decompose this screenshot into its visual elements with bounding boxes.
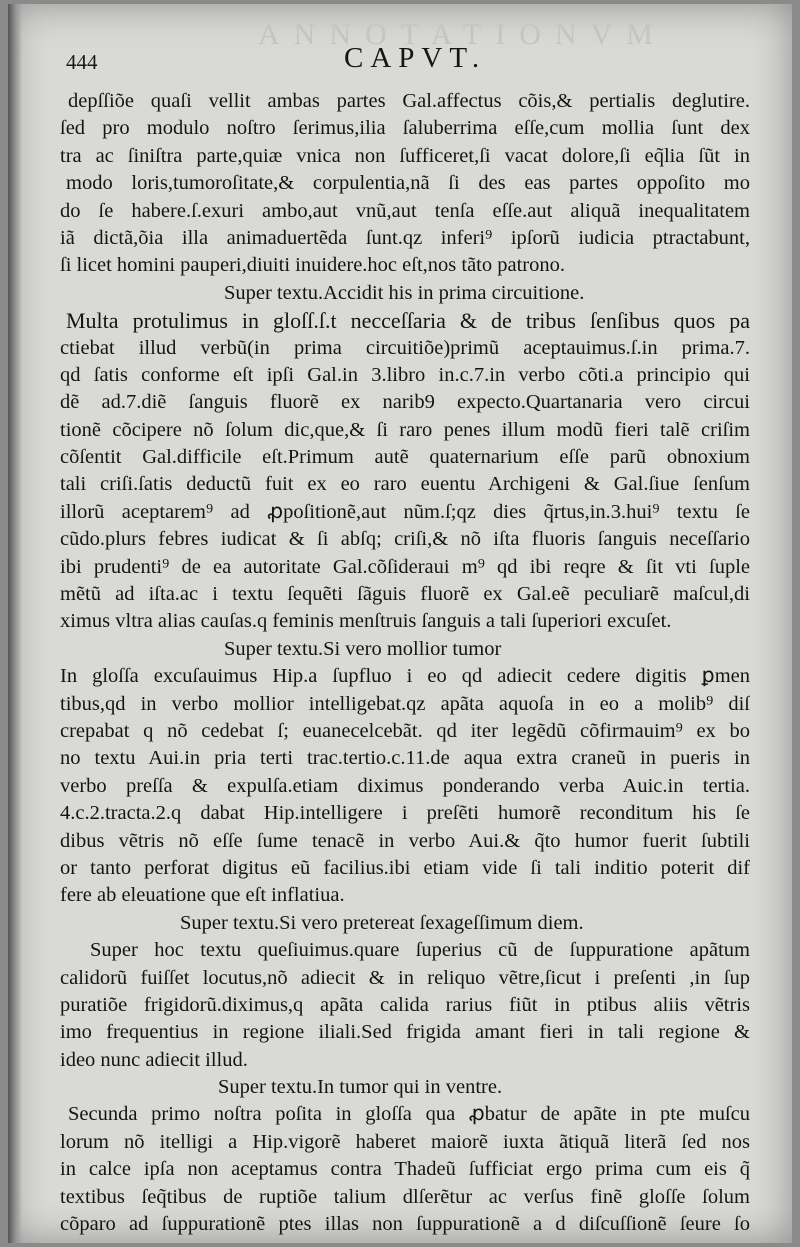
text-line: ſi licet homini pauperi,diuiti inuidere.hoc eſt,nos tãto patrono.: [60, 254, 565, 277]
text-line: qd ſatis conforme eſt ipſi Gal.in 3.libro in.c.7.in verbo cõti.a principio qui: [60, 363, 750, 386]
bleed-through-text: ANNOTATIONVM: [258, 18, 667, 51]
page-number: 444: [66, 50, 98, 74]
text-line: verbo preſſa & expulſa.etiam diximus ponderando verba Auic.in tertia.: [60, 774, 750, 797]
text-line: textibus ſeq̃tibus de ruptiõe talium dlſerẽtur ac verſus finẽ gloſſe ſolum: [60, 1185, 750, 1208]
text-line: dẽ ad.7.diẽ ſanguis fluorẽ ex narib9 expecto.Quartanaria vero circui: [60, 391, 750, 414]
text-line: cũdo.plurs febres iudicat & ſi abſq; criſi,& nõ iſta fluoris ſanguis neceſſario: [60, 528, 750, 551]
text-line: Secunda primo noſtra poſita in gloſſa qua ꝓbatur de apãte in pte muſcu: [68, 1103, 750, 1126]
page-header: [8, 42, 792, 82]
text-line: lorum nõ itelligi a Hip.vigorẽ haberet maiorẽ iuxta ãtiquã literã ſed nos: [60, 1130, 750, 1153]
text-line: cõparo ad ſuppurationẽ ptes illas non ſuppurationẽ a d diſcuſſionẽ ſeure ſo: [60, 1213, 750, 1236]
text-line: modo loris,tumoroſitate,& corpulentia,nã ſi des eas partes oppoſito mo: [66, 172, 750, 195]
text-line: fere ab eleuatione que eſt inflatiua.: [60, 884, 345, 907]
text-line: tibus,qd in verbo mollior intelligebat.qz apãta aquoſa in eo a molib⁹ diſ: [60, 692, 750, 715]
text-line: In gloſſa excuſauimus Hip.a ſupfluo i eo qd adiecit cedere digitis ꝑmen: [60, 665, 750, 688]
section-heading: Super textu.In tumor qui in ventre.: [218, 1076, 503, 1099]
text-line: ſed pro modulo noſtro ſerimus,ilia ſaluberrima eſſe,cum mollia ſunt dex: [60, 117, 750, 140]
book-page: [8, 4, 792, 1243]
text-line: no textu Aui.in pria terti trac.tertio.c.11.de aqua extra craneũ in pueris in: [60, 747, 750, 770]
running-title: CAPVT.: [344, 42, 487, 74]
text-line: crepabat q nõ cedebat ſ; euanecelcebãt. qd iter legẽdũ cõfirmauim⁹ ex bo: [60, 719, 750, 742]
text-line: ideo nunc adiecit illud.: [60, 1048, 248, 1071]
text-line: illorũ aceptarem⁹ ad ꝓpoſitionẽ,aut nũm.ſ;qz dies q̃rtus,in.3.hui⁹ textu ſe: [60, 500, 750, 523]
text-line: dibus vẽtris nõ eſſe ſume tenacẽ in verbo Aui.& q̃to humor fuerit ſubtili: [60, 829, 750, 852]
text-line: ctiebat illud verbũ(in prima circuitiõe)primũ aceptauimus.ſ.in prima.7.: [60, 336, 750, 359]
page-spine-shadow: [8, 4, 22, 1243]
text-line: calidorũ fuiſſet locutus,nõ adiecit & in reliquo vẽtre,ſicut i preſenti ,in ſup: [60, 966, 750, 989]
section-heading: Super textu.Accidit his in prima circuitione.: [224, 281, 585, 304]
body-text: [60, 88, 750, 1238]
text-line: tionẽ cõcipere nõ ſolum dic,que,& ſi raro penes illum modũ fieri talẽ criſim: [60, 418, 750, 441]
text-line: Super hoc textu queſiuimus.quare ſuperius cũ de ſuppuratione apãtum: [90, 939, 750, 962]
text-line: or tanto perforat digitus eũ facilius.ibi etiam vide ſi tali inditio poterit dif: [60, 856, 750, 879]
section-heading: Super textu.Si vero mollior tumor: [224, 637, 502, 660]
text-line: puratiõe frigidorũ.diximus,q apãta calida rarius fiũt in ptibus aliis vẽtris: [60, 993, 750, 1016]
text-line: mẽtũ ad iſta.ac i textu ſequẽti ſãguis fluorẽ ex Gal.eẽ peculiarẽ maſcul,di: [60, 583, 750, 606]
text-line: ximus vltra alias cauſas.q feminis menſtruis ſanguis a tali ſuperiori excuſet.: [60, 610, 672, 633]
text-line: 4.c.2.tracta.2.q dabat Hip.intelligere i preſẽti humorẽ reconditum his ſe: [60, 802, 750, 825]
text-line: iã dictã,õia illa animaduertẽda ſunt.qz inferi⁹ ipſorũ iudicia ptractabunt,: [60, 226, 750, 249]
text-line: ibi prudenti⁹ de ea autoritate Gal.cõſideraui m⁹ qd ibi reqre & ſit vti ſuple: [60, 555, 750, 578]
section-heading: Super textu.Si vero pretereat ſexageſſimum diem.: [180, 911, 584, 934]
text-line: tra ac ſiniſtra parte,quiæ vnica non ſufficeret,ſi vacat dolore,ſi eq̃lia ſũt in: [60, 144, 750, 167]
text-line: cõſentit Gal.difficile eſt.Primum autẽ quaternarium eſſe parũ obnoxium: [60, 446, 750, 469]
text-line: in calce ipſa non aceptamus contra Thadeũ ſufficiat ergo prima cum eis q̃: [60, 1158, 750, 1181]
text-line: depſſiõe quaſi vellit ambas partes Gal.affectus cõis,& pertialis deglutire.: [68, 90, 750, 112]
text-line: tali criſi.ſatis deductũ fuit ex eo raro euentu Archigeni & Gal.ſiue ſenſum: [60, 473, 750, 496]
text-line: imo frequentius in regione iliali.Sed frigida amant fieri in tali regione &: [60, 1021, 750, 1044]
text-line: Multa protulimus in gloſſ.ſ.t necceſſaria & de tribus ſenſibus quos pa: [66, 308, 750, 334]
text-line: do ſe habere.ſ.exuri ambo,aut vnũ,aut tenſa eſſe.aut aliquã inequalitatem: [60, 199, 750, 222]
